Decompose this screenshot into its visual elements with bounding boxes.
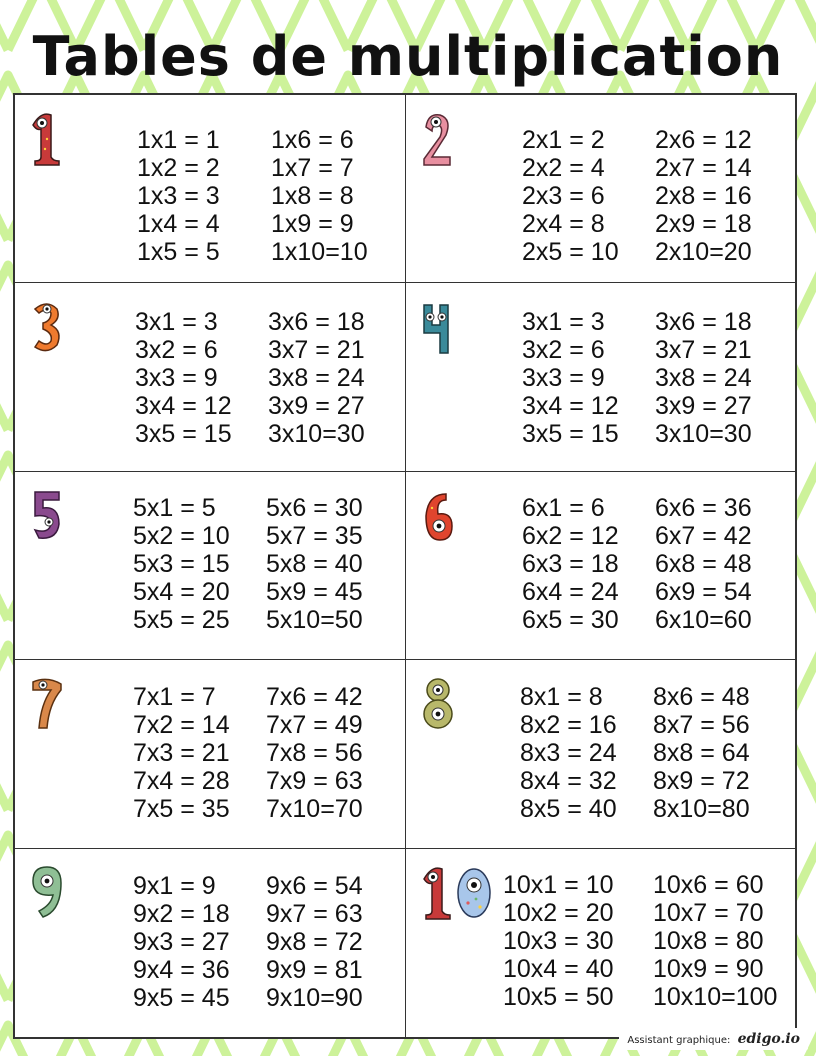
equation: 7x7 = 49	[266, 711, 363, 739]
equation: 9x8 = 72	[266, 928, 363, 956]
equation: 7x2 = 14	[133, 711, 230, 739]
table-cell-4	[406, 283, 795, 472]
equation: 6x4 = 24	[522, 578, 619, 606]
equation: 3x2 = 6	[522, 336, 605, 364]
equation: 10x8 = 80	[653, 927, 764, 955]
equation: 8x1 = 8	[520, 683, 603, 711]
equation: 8x2 = 16	[520, 711, 617, 739]
brand-logo: edigo.io	[737, 1031, 800, 1047]
equation: 5x9 = 45	[266, 578, 363, 606]
equation: 2x7 = 14	[655, 154, 752, 182]
column-right	[655, 126, 752, 266]
equation: 1x4 = 4	[137, 210, 220, 238]
equation: 5x1 = 5	[133, 494, 216, 522]
equation: 9x6 = 54	[266, 872, 363, 900]
equation: 3x6 = 18	[655, 308, 752, 336]
equation: 5x8 = 40	[266, 550, 363, 578]
equation: 10x2 = 20	[503, 899, 614, 927]
equation: 3x9 = 27	[268, 392, 365, 420]
monster-two-icon	[418, 109, 458, 169]
equation: 10x5 = 50	[503, 983, 614, 1011]
equation: 1x5 = 5	[137, 238, 220, 266]
monster-one-icon	[27, 109, 67, 169]
tables-grid	[13, 93, 797, 1039]
equation: 3x3 = 9	[522, 364, 605, 392]
equation: 9x5 = 45	[133, 984, 230, 1012]
column-left	[520, 683, 617, 823]
table-cell-8	[406, 660, 795, 849]
equation: 2x1 = 2	[522, 126, 605, 154]
monster-three-icon	[27, 297, 67, 357]
equation: 10x7 = 70	[653, 899, 764, 927]
table-cell-2	[406, 95, 795, 283]
equation: 7x6 = 42	[266, 683, 363, 711]
column-right	[266, 683, 363, 823]
column-right	[271, 126, 368, 266]
equation: 5x4 = 20	[133, 578, 230, 606]
equation: 8x5 = 40	[520, 795, 617, 823]
equation: 3x5 = 15	[522, 420, 619, 448]
equation: 1x9 = 9	[271, 210, 354, 238]
equation: 5x5 = 25	[133, 606, 230, 634]
equation: 3x4 = 12	[135, 392, 232, 420]
equation: 5x7 = 35	[266, 522, 363, 550]
equation: 6x1 = 6	[522, 494, 605, 522]
equation: 6x10=60	[655, 606, 752, 634]
equation: 10x6 = 60	[653, 871, 764, 899]
monster-ten-icon	[418, 863, 498, 923]
equation: 1x6 = 6	[271, 126, 354, 154]
equation: 9x1 = 9	[133, 872, 216, 900]
equation: 6x6 = 36	[655, 494, 752, 522]
table-cell-7	[15, 660, 406, 849]
monster-six-icon	[418, 486, 458, 546]
equation: 9x10=90	[266, 984, 363, 1012]
equation: 7x5 = 35	[133, 795, 230, 823]
column-left	[522, 494, 619, 634]
equation: 5x10=50	[266, 606, 363, 634]
equation: 6x2 = 12	[522, 522, 619, 550]
monster-five-icon	[27, 486, 67, 546]
monster-nine-icon	[27, 863, 67, 923]
table-cell-6	[406, 472, 795, 660]
table-cell-1	[15, 95, 406, 283]
column-left	[133, 683, 230, 823]
equation: 2x10=20	[655, 238, 752, 266]
column-left	[133, 872, 230, 1012]
table-cell-3	[15, 283, 406, 472]
equation: 2x2 = 4	[522, 154, 605, 182]
equation: 3x9 = 27	[655, 392, 752, 420]
equation: 3x2 = 6	[135, 336, 218, 364]
equation: 3x1 = 3	[522, 308, 605, 336]
equation: 8x8 = 64	[653, 739, 750, 767]
equation: 7x10=70	[266, 795, 363, 823]
monster-eight-icon	[418, 674, 458, 734]
column-left	[135, 308, 232, 448]
equation: 1x3 = 3	[137, 182, 220, 210]
equation: 8x9 = 72	[653, 767, 750, 795]
equation: 3x10=30	[655, 420, 752, 448]
equation: 1x1 = 1	[137, 126, 220, 154]
column-right	[653, 683, 750, 823]
equation: 2x3 = 6	[522, 182, 605, 210]
equation: 2x8 = 16	[655, 182, 752, 210]
equation: 7x8 = 56	[266, 739, 363, 767]
column-left	[503, 871, 614, 1011]
equation: 3x5 = 15	[135, 420, 232, 448]
equation: 9x2 = 18	[133, 900, 230, 928]
equation: 3x7 = 21	[268, 336, 365, 364]
equation: 6x9 = 54	[655, 578, 752, 606]
equation: 6x5 = 30	[522, 606, 619, 634]
equation: 3x4 = 12	[522, 392, 619, 420]
column-right	[653, 871, 777, 1011]
footer-label: Assistant graphique:	[627, 1035, 731, 1046]
equation: 3x6 = 18	[268, 308, 365, 336]
column-right	[268, 308, 365, 448]
equation: 3x8 = 24	[268, 364, 365, 392]
table-cell-5	[15, 472, 406, 660]
equation: 7x1 = 7	[133, 683, 216, 711]
equation: 10x10=100	[653, 983, 778, 1011]
equation: 3x7 = 21	[655, 336, 752, 364]
page-title: Tables de multiplication	[32, 25, 784, 88]
equation: 9x9 = 81	[266, 956, 363, 984]
equation: 9x7 = 63	[266, 900, 363, 928]
equation: 8x7 = 56	[653, 711, 750, 739]
equation: 3x8 = 24	[655, 364, 752, 392]
equation: 5x2 = 10	[133, 522, 230, 550]
equation: 1x7 = 7	[271, 154, 354, 182]
equation: 3x3 = 9	[135, 364, 218, 392]
equation: 1x8 = 8	[271, 182, 354, 210]
equation: 9x3 = 27	[133, 928, 230, 956]
equation: 2x4 = 8	[522, 210, 605, 238]
equation: 8x3 = 24	[520, 739, 617, 767]
equation: 9x4 = 36	[133, 956, 230, 984]
equation: 10x9 = 90	[653, 955, 764, 983]
equation: 3x10=30	[268, 420, 365, 448]
equation: 2x5 = 10	[522, 238, 619, 266]
monster-four-icon	[418, 297, 458, 357]
equation: 1x2 = 2	[137, 154, 220, 182]
monster-seven-icon	[27, 674, 67, 734]
equation: 7x9 = 63	[266, 767, 363, 795]
equation: 7x3 = 21	[133, 739, 230, 767]
equation: 8x6 = 48	[653, 683, 750, 711]
equation: 5x3 = 15	[133, 550, 230, 578]
column-right	[655, 494, 752, 634]
equation: 3x1 = 3	[135, 308, 218, 336]
column-right	[266, 872, 363, 1012]
equation: 10x3 = 30	[503, 927, 614, 955]
table-cell-10	[406, 849, 795, 1037]
equation: 6x8 = 48	[655, 550, 752, 578]
equation: 10x4 = 40	[503, 955, 614, 983]
table-cell-9	[15, 849, 406, 1037]
column-left	[522, 308, 619, 448]
column-left	[522, 126, 619, 266]
equation: 10x1 = 10	[503, 871, 614, 899]
equation: 2x9 = 18	[655, 210, 752, 238]
equation: 8x4 = 32	[520, 767, 617, 795]
equation: 6x3 = 18	[522, 550, 619, 578]
footer-credit	[619, 1028, 808, 1050]
equation: 2x6 = 12	[655, 126, 752, 154]
equation: 7x4 = 28	[133, 767, 230, 795]
column-left	[137, 126, 220, 266]
column-left	[133, 494, 230, 634]
column-right	[266, 494, 363, 634]
column-right	[655, 308, 752, 448]
equation: 1x10=10	[271, 238, 368, 266]
equation: 6x7 = 42	[655, 522, 752, 550]
equation: 5x6 = 30	[266, 494, 363, 522]
equation: 8x10=80	[653, 795, 750, 823]
